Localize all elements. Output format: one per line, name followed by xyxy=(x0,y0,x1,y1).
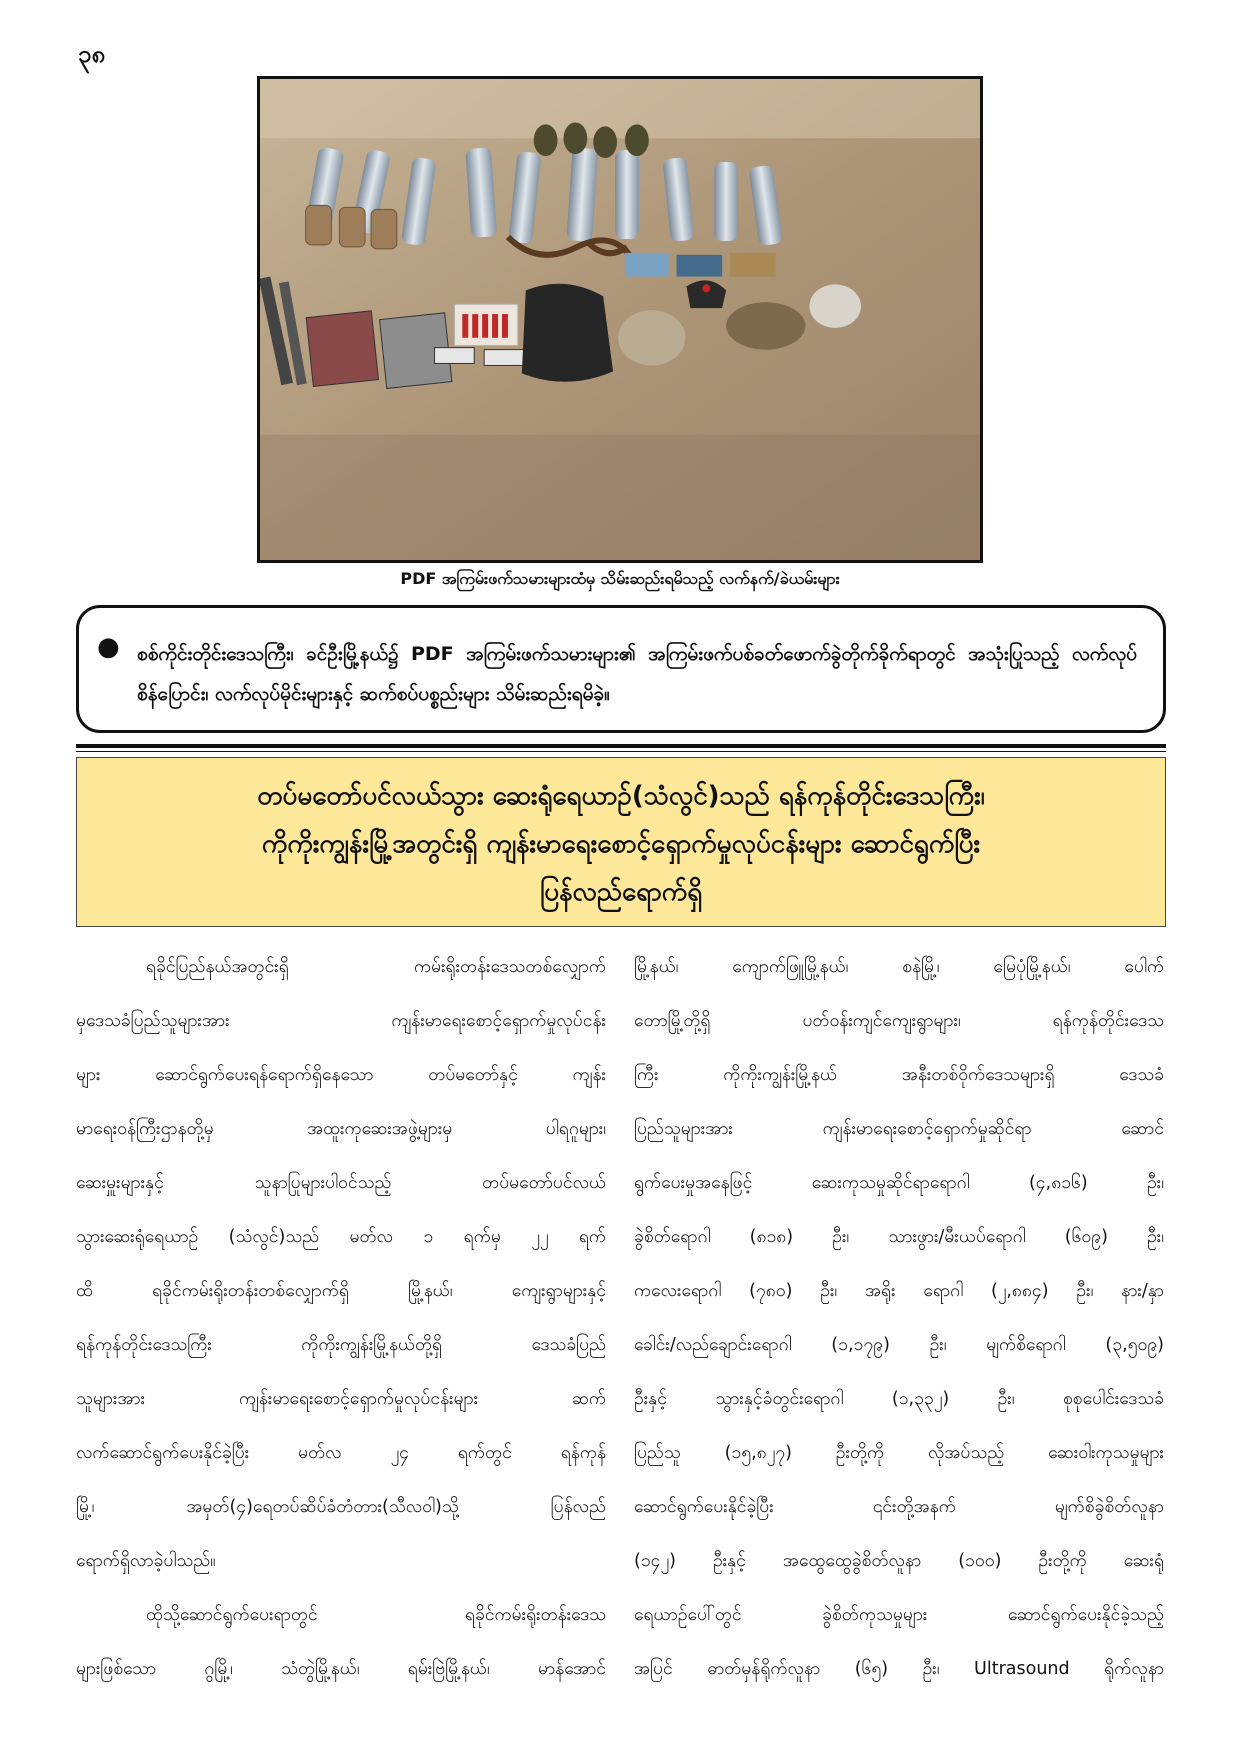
article-line: (၁၄၂) ဦးနှင့် အထွေထွေခွဲစိတ်လူနာ (၁၀၀) ဦးတို့ကို ဆေးရုံ xyxy=(634,1551,1164,1571)
article-line: မြို့၊ အမှတ်(၄)ရေတပ်ဆိပ်ခံတံတား(သီလဝါ)သို့ ပြန်လည် xyxy=(76,1497,606,1517)
article-line: မြို့နယ်၊ ကျောက်ဖြူမြို့နယ်၊ စနဲမြို့၊ မြေပုံမြို့နယ်၊ ပေါက် xyxy=(634,957,1164,977)
shell-casings xyxy=(306,205,397,248)
headline-line-2: ကိုကိုးကျွန်းမြို့အတွင်းရှိ ကျန်းမာရေးစောင့်ရှောက်မှုလုပ်ငန်းများ ဆောင်ရွက်ပြီး xyxy=(261,829,981,859)
article-line: ထိ ရခိုင်ကမ်းရိုးတန်းတစ်လျှောက်ရှိ မြို့နယ်၊ ကျေးရွာများနှင့် xyxy=(76,1281,606,1301)
article-headline xyxy=(76,757,1166,927)
article-line: တောမြို့တို့ရှိ ပတ်ဝန်းကျင်ကျေးရွာများ၊ ရန်ကုန်တိုင်းဒေသ xyxy=(634,1011,1164,1031)
article-line: သူများအား ကျန်းမာရေးစောင့်ရှောက်မှုလုပ်ငန်းများ ဆက် xyxy=(76,1389,606,1409)
article-line: ရန်ကုန်တိုင်းဒေသကြီး ကိုကိုးကျွန်းမြို့နယ်တို့ရှိ ဒေသခံပြည် xyxy=(76,1335,606,1355)
seized-weapons-image xyxy=(260,79,980,560)
article-line: ကလေးရောဂါ (၇၈၀) ဦး၊ အရိုး ရောဂါ (၂,၈၈၄) ဦး၊ နား/နှာ xyxy=(634,1281,1164,1301)
article-line: ပြည်သူများအား ကျန်းမာရေးစောင့်ရှောက်မှုဆိုင်ရာ ဆောင် xyxy=(634,1119,1164,1139)
article-line: များဖြစ်သော ဂွမြို့၊ သံတွဲမြို့နယ်၊ ရမ်းဗြဲမြို့နယ်၊ မာန်အောင် xyxy=(76,1659,606,1679)
bundles xyxy=(625,253,776,277)
article-line: ဦးနှင့် သွားနှင့်ခံတွင်းရောဂါ (၁,၃၃၂) ဦး၊ စုစုပေါင်းဒေသခံ xyxy=(634,1389,1164,1409)
section-divider xyxy=(76,744,1166,748)
headline-line-3: ပြန်လည်ရောက်ရှိ xyxy=(539,877,703,907)
summary-note-text: စစ်ကိုင်းတိုင်းဒေသကြီး၊ ခင်ဦးမြို့နယ်၌ PDF အကြမ်းဖက်သမားများ၏ အကြမ်းဖက်ပစ်ခတ်ဖောက်ခွဲတိုက်ခိုက်ရာတွင် အသုံးပြုသည့် လက်လုပ်စိန်ပြောင်း၊ လက်လုပ်မိုင်းများနှင့် ဆက်စပ်ပစ္စည်းများ သိမ်းဆည်းရမိခဲ့။ xyxy=(137,643,1137,705)
article-line: ရေယာဉ်ပေါ်တွင် ခွဲစိတ်ကုသမှုများ ဆောင်ရွက်ပေးနိုင်ခဲ့သည့် xyxy=(634,1605,1164,1625)
article-line: ခွဲစိတ်ရောဂါ (၈၁၈) ဦး၊ သားဖွား/မီးယပ်ရောဂါ (၆၀၉) ဦး၊ xyxy=(634,1227,1164,1247)
article-line: ခေါင်း/လည်ချောင်းရောဂါ (၁,၁၇၉) ဦး၊ မျက်စိရောဂါ (၃,၅၀၉) xyxy=(634,1335,1164,1355)
article-line: လက်ဆောင်ရွက်ပေးနိုင်ခဲ့ပြီး မတ်လ ၂၄ ရက်တွင် ရန်ကုန် xyxy=(76,1443,606,1463)
article-line: မှဒေသခံပြည်သူများအား ကျန်းမာရေးစောင့်ရှောက်မှုလုပ်ငန်း xyxy=(76,1011,606,1031)
headline-line-1: တပ်မတော်ပင်လယ်သွား ဆေးရုံရေယာဉ်(သံလွင်)သည် ရန်ကုန်တိုင်းဒေသကြီး၊ xyxy=(257,781,985,811)
article-line: ရခိုင်ပြည်နယ်အတွင်းရှိ ကမ်းရိုးတန်းဒေသတစ်လျှောက် xyxy=(146,957,606,977)
article-column-right xyxy=(634,940,1164,1696)
article-line: အပြင် ဓာတ်မှန်ရိုက်လူနာ (၆၅) ဦး၊ Ultrasound ရိုက်လူနာ xyxy=(634,1659,1164,1679)
article-line: မာရေးဝန်ကြီးဌာနတို့မှ အထူးကုဆေးအဖွဲ့များမှ ပါရဂူများ၊ xyxy=(76,1119,606,1139)
article-line: ပြည်သူ (၁၅,၈၂၇) ဦးတို့ကို လိုအပ်သည့် ဆေးဝါးကုသမှုများ xyxy=(634,1443,1164,1463)
article-line: ကြီး ကိုကိုးကျွန်းမြို့နယ် အနီးတစ်ဝိုက်ဒေသများရှိ ဒေသခံ xyxy=(634,1065,1164,1085)
article-line: များ ဆောင်ရွက်ပေးရန်ရောက်ရှိနေသော တပ်မတော်နှင့် ကျန်း xyxy=(76,1065,606,1085)
photo-caption: PDF အကြမ်းဖက်သမားများထံမှ သိမ်းဆည်းရမိသည့် လက်နက်/ခဲယမ်းများ xyxy=(400,569,840,588)
article-line: ရွက်ပေးမှုအနေဖြင့် ဆေးကုသမှုဆိုင်ရာရောဂါ (၄,၈၁၆) ဦး၊ xyxy=(634,1173,1164,1193)
article-line: ထိုသို့ဆောင်ရွက်ပေးရာတွင် ရခိုင်ကမ်းရိုးတန်းဒေသ xyxy=(146,1605,606,1625)
backpack xyxy=(522,284,613,382)
bullet-icon: ● xyxy=(97,632,120,662)
cartridges xyxy=(454,304,517,345)
article-line: ဆောင်ရွက်ပေးနိုင်ခဲ့ပြီး ၎င်းတို့အနက် မျက်စိခွဲစိတ်လူနာ xyxy=(634,1497,1164,1517)
article-line: သွားဆေးရုံရေယာဉ် (သံလွင်)သည် မတ်လ ၁ ရက်မှ ၂၂ ရက် xyxy=(76,1227,606,1247)
seized-weapons-photo xyxy=(257,76,983,563)
article-column-left xyxy=(76,940,606,1696)
article-line: ရောက်ရှိလာခဲ့ပါသည်။ xyxy=(76,1551,216,1571)
section-divider-thin xyxy=(76,751,1166,752)
summary-note-box xyxy=(76,605,1166,733)
article-line: ဆေးမှူးများနှင့် သူနာပြုများပါဝင်သည့် တပ်မတော်ပင်လယ် xyxy=(76,1173,606,1193)
page-number: ၃၈ xyxy=(78,40,106,68)
